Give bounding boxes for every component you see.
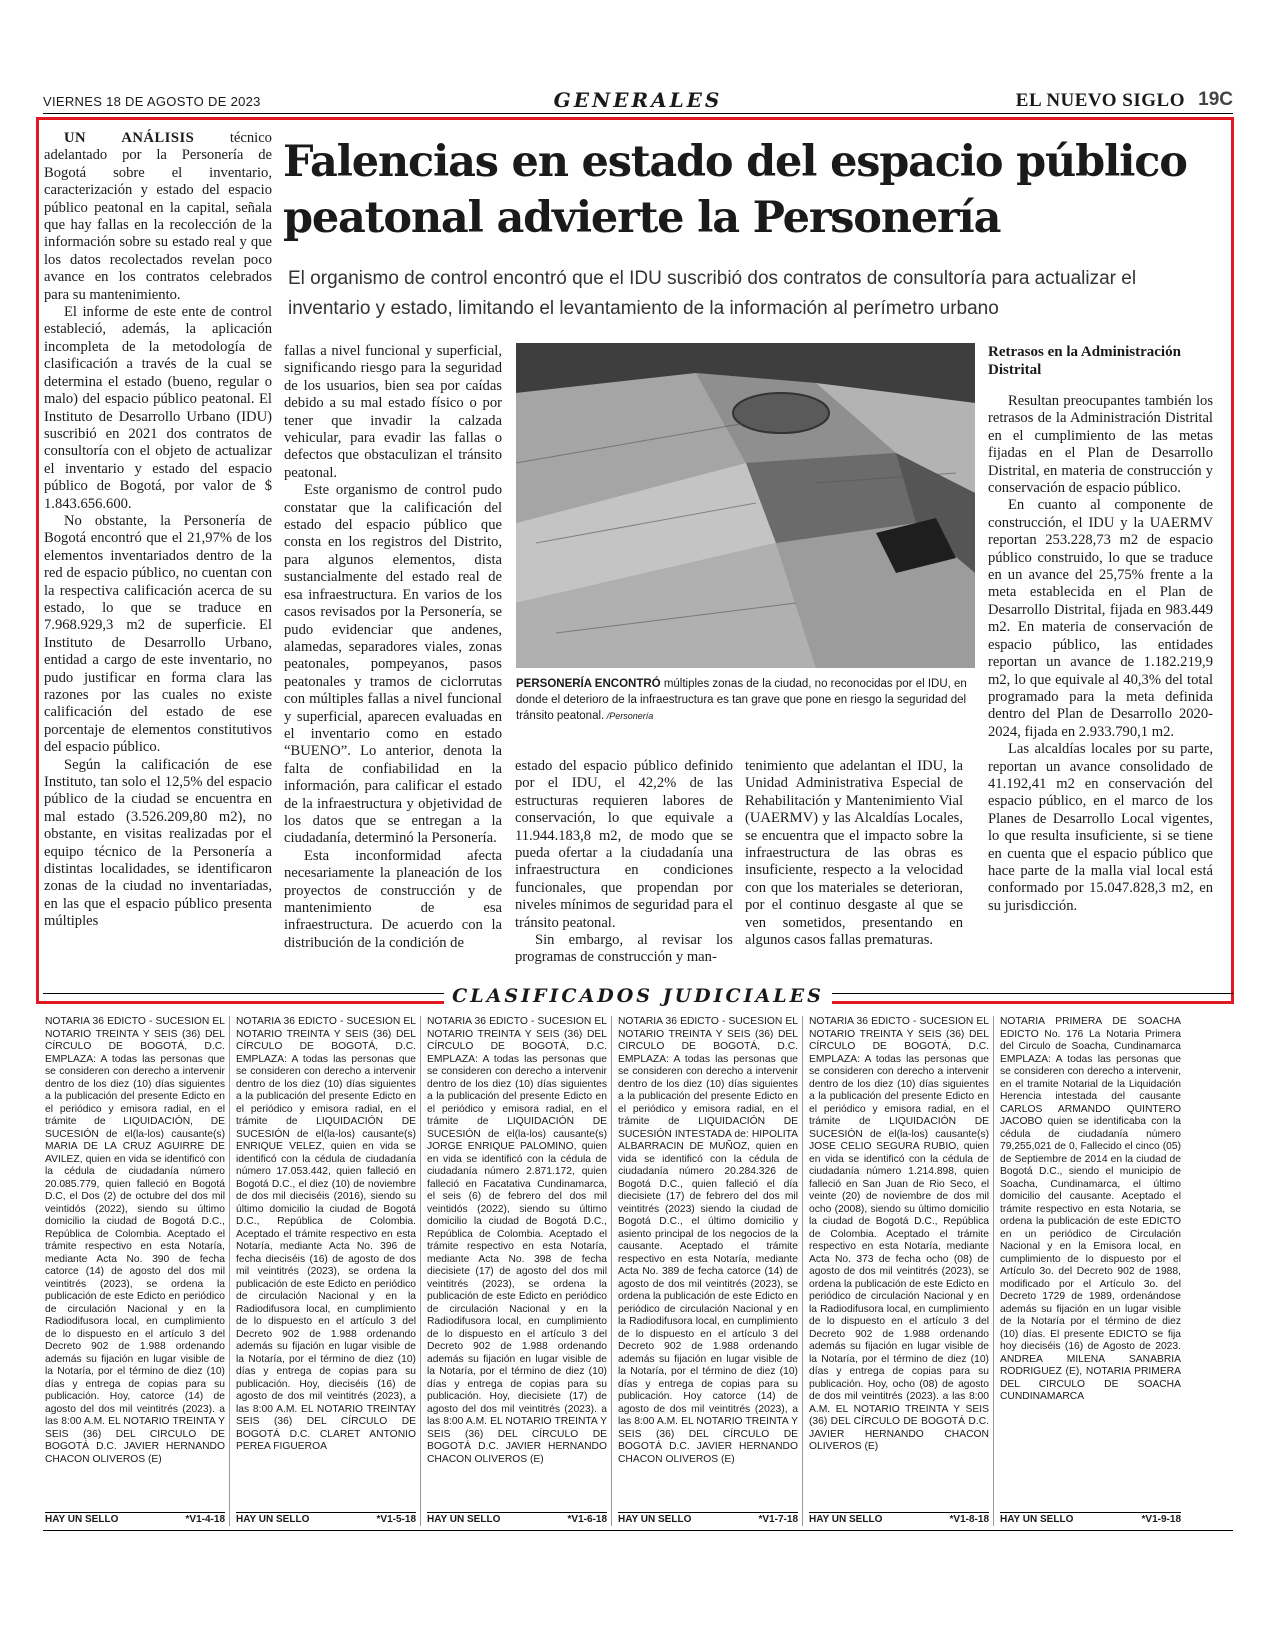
broken-sidewalk-image [516, 343, 975, 668]
article-column-5 [988, 343, 1213, 915]
seal-note: HAY UN SELLO [618, 1513, 692, 1525]
page-bottom-rule [43, 1530, 1233, 1531]
seal-note: HAY UN SELLO [236, 1513, 310, 1525]
notice-code: *V1-8-18 [949, 1513, 989, 1525]
legal-notice: NOTARIA 36 EDICTO - SUCESIÓN EL NOTARIO TREINTA Y SEIS (36) DEL CIRCULO DE BOGOTÁ, D.C. EMPLAZA: A todas las personas que se consideren con derecho a intervenir dentro de los diez (10) días siguientes a la publicación del presente Edicto en el periódico y emisora radial, en el trámite de LIQUIDACIÓN DE SUCESIÓN INTESTADA de: HIPOLITA ALBARRACIN DE MUÑOZ, quien en vida se identificó con la cédula de ciudadanía número 20.284.326 de Bogotá D.C., quien falleció el día diecisiete (17) de febrero del dos mil veintitrés (2023) siendo la ciudad de Bogotá D.C., el último domicilio y asiento principal de los negocios de la causante. Aceptado el trámite respectivo en esta Notaría, mediante Acta No. 389 de fecha catorce (14) de agosto de dos mil veintitrés (2023), se ordena la publicación de este Edicto en periódico de circulación Nacional y en la Radiodifusora local, en cumplimiento de lo dispuesto en el artículo 3 del Decreto 902 de 1.988 ordenando además su fijación en lugar visible de la Notaría, por el término de diez (10) días y entrega de copias para su publicación. Hoy catorce (14) de agosto de dos mil veintitrés (2023), a las 8:00 A.M. EL NOTARIO TREINTA Y SEIS (36) DEL CÍRCULO DE BOGOTÁ D.C. JAVIER HERNANDO CHACON OLIVEROS (E) HAY UN SELLO *V1-7-18 [618, 1016, 803, 1526]
paragraph: Las alcaldías locales por su parte, reportan un avance consolidado de 41.192,41 m2 en conservación del espacio público, en el marco de los Planes de Desarrollo Local vigentes, lo que resulta insuficiente, si se tiene en cuenta que el espacio público que hace parte de la malla vial local está conformado por 15.047.828,3 m2, en su jurisdicción. [988, 741, 1213, 914]
article-column-2 [284, 343, 502, 952]
paragraph: Resultan preocupantes también los retrasos de la Administración Distrital en el cumplimiento de las metas fijadas en el Plan de Desarrollo Distrital, en materia de construcción y conservación de espacio público. [988, 393, 1213, 497]
paragraph: UN ANÁLISIS técnico adelantado por la Personería de Bogotá sobre el inventario, caracterización y estado del espacio público peatonal en la capital, señala que hay fallas en la recolección de la información sobre su estado real y que los datos recolectados revelan poco avance en los contratos celebrados para su mantenimiento. [44, 130, 272, 303]
paragraph: estado del espacio público definido por el IDU, el 42,2% de las estructuras requieren labores de conservación, lo que equivale a 11.944.183,8 m2, de modo que se pueda ofertar a la ciudadanía una infraestructura en condiciones funcionales, que propendan por niveles mínimos de seguridad para el tránsito peatonal. [515, 758, 733, 931]
paragraph: No obstante, la Personería de Bogotá encontró que el 21,97% de los elementos inventariados dentro de la red de espacio público, no cuentan con la respectiva calificación acerca de su estado, lo que se traduce en 7.968.929,3 m2 de superficie. El Instituto de Desarrollo Urbano, entidad a cargo de este inventario, no pudo justificar en forma clara las razones por las cuales no existe calificación del estado de ese porcentaje de elementos constitutivos del espacio público. [44, 512, 272, 756]
newspaper-name: EL NUEVO SIGLO [1015, 90, 1185, 111]
subheading: Retrasos en la Administración Distrital [988, 344, 1181, 378]
paragraph: fallas a nivel funcional y superficial, significando riesgo para la seguridad de los usuarios, bien sea por caídas debido a su mal estado físico o por tener que invadir la calzada vehicular, para evadir las fallas o defectos que obstaculizan el tránsito peatonal. [284, 343, 502, 481]
seal-note: HAY UN SELLO [427, 1513, 501, 1525]
notice-code: *V1-9-18 [1141, 1513, 1181, 1525]
legal-notice: NOTARIA 36 EDICTO - SUCESIÓN EL NOTARIO TREINTA Y SEIS (36) DEL CÍRCULO DE BOGOTÁ, D.C. EMPLAZA: A todas las personas que se consideren con derecho a intervenir dentro de los diez (10) días siguientes a la publicación del presente Edicto en el periódico y emisora radial, en el trámite de LIQUIDACIÓN, DE SUCESIÓN de el(la-los) causante(s) MARIA DE LA CRUZ AGUIRRE DE AVILEZ, quien en vida se identificó con la cédula de ciudadanía número 20.085.779, quien falleció en Bogotá D.C, el Dos (2) de octubre del dos mil veintidós (2022), siendo su último domicilio la ciudad de Bogotá D.C., República de Colombia. Aceptado el trámite respectivo en esta Notaría, mediante Acta No. 390 de fecha catorce (14) de agosto del dos mil veintitrés (2023), se ordena la publicación de este Edicto en periódico de circulación Nacional y en la Radiodifusora local, en cumplimiento de lo dispuesto en el artículo 3 del Decreto 902 de 1.988 ordenando además su fijación en lugar visible de la Notaría, por el término de diez (10) días y entrega de copias para su publicación. Hoy, catorce (14) de agosto del dos mil veintitrés (2023). a las 8:00 A.M. EL NOTARIO TREINTA Y SEIS (36) DEL CIRCULO DE BOGOTÁ D.C. JAVIER HERNANDO CHACON OLIVEROS (E) HAY UN SELLO *V1-4-18 [45, 1016, 230, 1526]
article-deck: El organismo de control encontró que el IDU suscribió dos contratos de consultoría para actualizar el inventario y estado, limitando el levantamiento de la información al perímetro urbano [288, 268, 1137, 319]
paragraph: Este organismo de control pudo constatar que la calificación del estado del espacio público que consta en los registros del Distrito, para algunos elementos, dista sustancialmente del estado real de esa infraestructura. En varios de los casos revisados por la Personería, se pudo evidenciar que andenes, alamedas, separadores viales, zonas peatonales, pompeyanos, pasos peatonales y tramos de ciclorrutas con múltiples fallas a nivel funcional y superficial, aparecen evaluadas en el inventario como en estado “BUENO”. Lo anterior, denota la falta de confiabilidad en la información, para calificar el estado de la infraestructura y objetividad de los datos que se entregan a la ciudadanía, determinó la Personería. [284, 482, 502, 847]
legal-notice: NOTARIA PRIMERA DE SOACHA EDICTO No. 176 La Notaria Primera del Circulo de Soacha, Cundinamarca EMPLAZA: A todas las personas que se consideren con derecho a intervenir, en el tramite Notarial de la Liquidación Herencia intestada del causante CARLOS ARMANDO QUINTERO JACOBO quien se identificaba con la cédula de ciudadanía número 79,255,021 de 0, Fallecido el cinco (05) de Septiembre de 2014 en la ciudad de Bogotá D.C., siendo el municipio de Soacha, Cundinamarca, el último domicilio del causante. Aceptado el trámite respectivo en esta Notaria, se ordena la publicación de este EDICTO en un periódico de Circulación Nacional y en la Emisora local, en cumplimiento de lo dispuesto por el Artículo 3o. del Decreto 902 de 1988, modificado por el Artículo 3o. del Decreto 1729 de 1989, ordenándose además su fijación en un lugar visible de la Notaría por el término de diez (10) días. El presente EDICTO se fija hoy dieciséis (16) de Agosto de 2023. ANDREA MILENA SANABRIA RODRIGUEZ (E), NOTARIA PRIMERA DEL CIRCULO DE SOACHA CUNDINAMARCA HAY UN SELLO *V1-9-18 [1000, 1016, 1181, 1525]
notice-code: *V1-7-18 [758, 1513, 798, 1525]
seal-note: HAY UN SELLO [809, 1513, 883, 1525]
legal-notice: NOTARIA 36 EDICTO - SUCESIÓN EL NOTARIO TREINTA Y SEIS (36) DEL CÍRCULO DE BOGOTÁ, D.C. EMPLAZA: A todas las personas que se consideren con derecho a intervenir dentro de los diez (10) días siguientes a la publicación del presente Edicto en el periódico y emisora radial, en el trámite de LIQUIDACIÓN DE SUCESIÓN de el(la-los) causante(s) JORGE ENRIQUE PALOMINO, quien en vida se identificó con la cédula de ciudadanía número 2.871.172, quien falleció en Facatativa Cundinamarca, el seis (6) de febrero del dos mil veintidós (2022), siendo su último domicilio la ciudad de Bogotá D.C., República de Colombia. Aceptado el trámite respectivo en esta Notaría, mediante Acta No. 398 de fecha diecisiete (17) de agosto del dos mil veintitrés (2023), se ordena la publicación de este Edicto en periódico de circulación Nacional y en la Radiodifusora local, en cumplimiento de lo dispuesto en el artículo 3 del Decreto 902 de 1.988 ordenando además su fijación en lugar visible de la Notaría, por el término de diez (10) días y entrega de copias para su publicación. Hoy, diecisiete (17) de agosto del dos mil veintitrés (2023). a las 8:00 A.M. EL NOTARIO TREINTA Y SEIS (36) DEL CÍRCULO DE BOGOTÁ D.C. JAVIER HERNANDO CHACON OLIVEROS (E) HAY UN SELLO *V1-6-18 [427, 1016, 612, 1526]
paragraph: Sin embargo, al revisar los programas de construcción y man- [515, 932, 733, 966]
notice-code: *V1-6-18 [567, 1513, 607, 1525]
photo-caption: PERSONERÍA ENCONTRÓ múltiples zonas de la ciudad, no reconocidas por el IDU, en donde el deterioro de la infraestructura es tan grave que pone en riesgo la seguridad del tránsito peatonal. /Personería [516, 678, 967, 722]
page-number: 19C [1198, 89, 1233, 110]
article-column-3 [515, 758, 733, 967]
notice-code: *V1-4-18 [185, 1513, 225, 1525]
photo-credit: /Personería [604, 711, 654, 721]
legal-notice: NOTARIA 36 EDICTO - SUCESIÓN EL NOTARIO TREINTA Y SEIS (36) DEL CÍRCULO DE BOGOTÁ, D.C. EMPLAZA: A todas las personas que se consideren con derecho a intervenir dentro de los diez (10) días siguientes a la publicación del presente Edicto en el periódico y emisora radial, en el trámite de LIQUIDACIÓN DE SUCESIÓN de el(la-los) causante(s) ENRIQUE VELEZ, quien en vida se identificó con la cédula de ciudadanía número 17.053.442, quien falleció en Bogotá D.C., el diez (10) de noviembre de dos mil dieciséis (2016), siendo su último domicilio la ciudad de Bogotá D.C., República de Colombia. Aceptado el trámite respectivo en esta Notaría, mediante Acta No. 396 de fecha dieciséis (16) de agosto de dos mil veintitrés (2023), se ordena la publicación de este Edicto en periódico de circulación Nacional y en la Radiodifusora local, en cumplimiento de lo dispuesto en el artículo 3 del Decreto 902 de 1.988 ordenando además su fijación en lugar visible de la Notaría, por el término de diez (10) días y entrega de copias para su publicación. Hoy, dieciséis (16) de agosto de dos mil veintitrés (2023), a las 8:00 A.M. EL NOTARIO TREINTAY SEIS (36) DEL CÍRCULO DE BOGOTÁ D.C. CLARET ANTONIO PEREA FIGUEROA HAY UN SELLO *V1-5-18 [236, 1016, 421, 1526]
paragraph: tenimiento que adelantan el IDU, la Unidad Administrativa Especial de Rehabilitación y Mantenimiento Vial (UAERMV) y las Alcaldías Locales, se encuentra que el impacto sobre la infraestructura de las obras es insuficiente, respecto a la velocidad con que los materiales se deterioran, por el continuo desgaste al que se ven sometidos, presentando en algunos casos fallas prematuras. [745, 758, 963, 949]
article-column-4 [745, 758, 963, 949]
edition-date: VIERNES 18 DE AGOSTO DE 2023 [43, 94, 261, 109]
seal-note: HAY UN SELLO [45, 1513, 119, 1525]
paragraph: El informe de este ente de control estableció, además, la aplicación incompleta de la metodología de clasificación a través de la cual se determina el estado (bueno, regular o malo) del espacio público peatonal. El Instituto de Desarrollo Urbano (IDU) suscribió en 2021 dos contratos de consultoría con el objeto de actualizar el inventario y estado del espacio público de Bogotá, por valor de $ 1.843.656.600. [44, 304, 272, 512]
notice-code: *V1-5-18 [376, 1513, 416, 1525]
section-name: GENERALES [553, 88, 723, 112]
article-photo [516, 343, 975, 668]
folio-rule [43, 113, 1233, 114]
paragraph: En cuanto al componente de construcción, el IDU y la UAERMV reportan 253.228,73 m2 de espacio público construido, lo que se traduce en un avance del 25,75% frente a la meta establecida en el Plan de Desarrollo Distrital, fijada en 983.449 m2. En materia de conservación de espacio público, las entidades reportan un avance de 1.182.219,9 m2, lo que equivale al 40,3% del total programado para la meta definida dentro del Plan de Desarrollo 2020-2024, fijada en 2.933.790,1 m2. [988, 497, 1213, 740]
article-column-1 [44, 130, 272, 931]
classifieds-header [43, 985, 1233, 1013]
page-folio [43, 88, 1233, 114]
paragraph: Según la calificación de ese Instituto, tan solo el 12,5% del espacio público de la ciudad se encuentra en mal estado (3.526.209,80 m2), no obstante, en visitas realizadas por el equipo técnico de la Personería a distintas localidades, se identificaron zonas de la ciudad no inventariadas, en las que el espacio público presenta múltiples [44, 756, 272, 930]
article-headline: Falencias en estado del espacio público peatonal advierte la Personería [283, 137, 1187, 243]
classifieds-title: CLASIFICADOS JUDICIALES [444, 985, 832, 1007]
lead-word: UN ANÁLISIS [64, 130, 195, 146]
seal-note: HAY UN SELLO [1000, 1513, 1074, 1525]
paragraph: Esta inconformidad afecta necesariamente la planeación de los proyectos de construcción y de mantenimiento de esa infraestructura. De acuerdo con la distribución de la condición de [284, 847, 502, 951]
legal-notice: NOTARIA 36 EDICTO - SUCESIÓN EL NOTARIO TREINTA Y SEIS (36) DEL CÍRCULO DE BOGOTÁ, D.C. EMPLAZA: A todas las personas que se consideren con derecho a intervenir dentro de los diez (10) días siguientes a la publicación del presente Edicto en el periódico y emisora radial, en el trámite de LIQUIDACIÓN DE SUCESIÓN de el(la-los) causante(s) JOSE CELIO SEGURA RUBIO, quien en vida se identificó con la cédula de ciudadanía número 1.214.898, quien falleció en San Juan de Rio Seco, el veinte (20) de noviembre de dos mil ocho (2008), siendo su último domicilio la ciudad de Bogotá D.C., República de Colombia. Aceptado el trámite respectivo en esta Notaría, mediante Acta No. 373 de fecha ocho (08) de agosto de dos mil veintitrés (2023), se ordena la publicación de este Edicto en periódico de circulación Nacional y en la Radiodifusora local, en cumplimiento de lo dispuesto en el artículo 3 del Decreto 902 de 1.988 ordenando además su fijación en lugar visible de la Notaría, por el término de diez (10) días y entrega de copias para su publicación. Hoy, ocho (08) de agosto de dos mil veintitrés (2023). a las 8:00 A.M. EL NOTARIO TREINTA Y SEIS (36) DEL CÍRCULO DE BOGOTÁ D.C. JAVIER HERNANDO CHACON OLIVEROS (E) HAY UN SELLO *V1-8-18 [809, 1016, 994, 1526]
